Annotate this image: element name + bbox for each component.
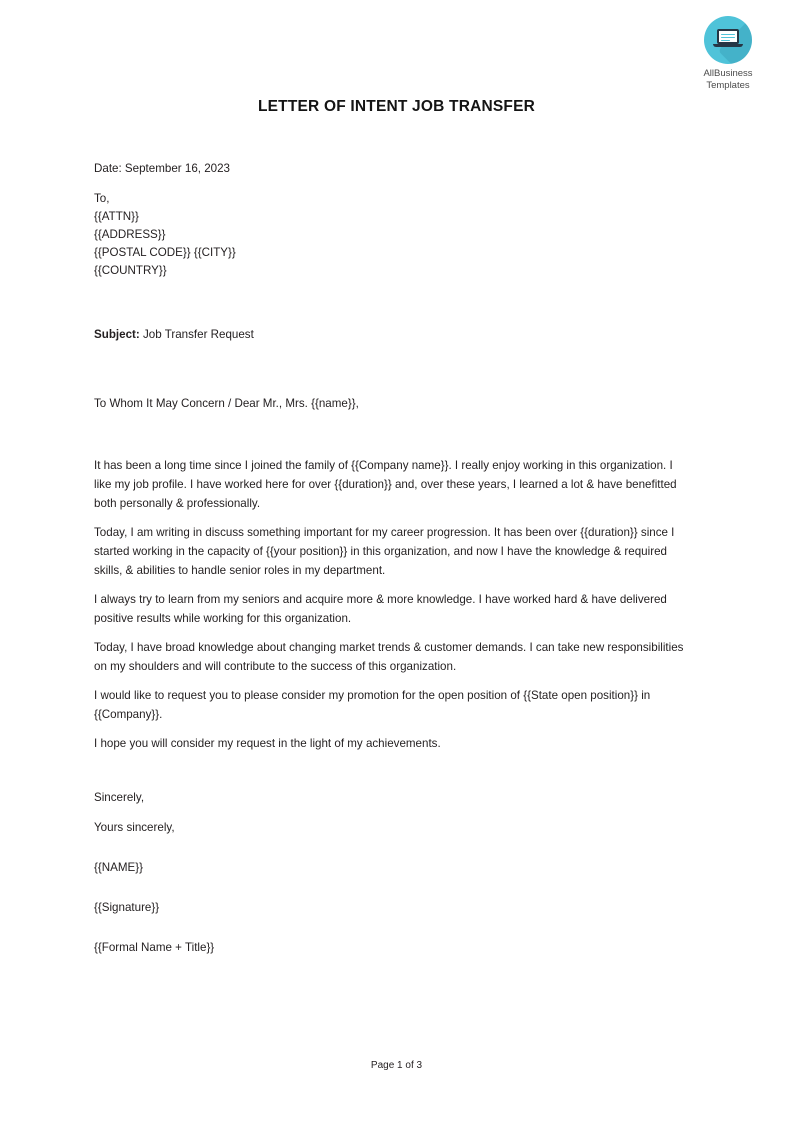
body-paragraph: I hope you will consider my request in the light of my achievements. (94, 737, 441, 750)
closing-yours-sincerely: Yours sincerely, (94, 821, 175, 834)
brand-logo (686, 16, 770, 91)
salutation: To Whom It May Concern / Dear Mr., Mrs. {{name}}, (94, 397, 359, 410)
body-paragraph: Today, I am writing in discuss something important for my career progression. It has been over {{duration}} since I started working in the capacity of {{your position}} in this organization, and now I have the knowledge & required skills, & abilities to handle senior roles in my department. (94, 526, 675, 577)
logo-caption-line-1: AllBusiness (703, 68, 753, 79)
laptop-screen (717, 29, 739, 44)
laptop-screen-line (721, 34, 735, 35)
closing-block (94, 788, 690, 957)
laptop-screen-line (721, 40, 730, 41)
document-body (94, 160, 690, 968)
letter-body (94, 456, 690, 753)
logo-caption-line-2: Templates (706, 79, 750, 91)
body-paragraph: I always try to learn from my seniors and acquire more & more knowledge. I have worked hard & have delivered positive results while working for this organization. (94, 593, 667, 625)
subject-label: Subject: (94, 328, 140, 341)
date-line: Date: September 16, 2023 (94, 162, 230, 175)
recipient-block (94, 190, 690, 280)
recipient-postal-city: {{POSTAL CODE}} {{CITY}} (94, 246, 236, 259)
closing-sincerely: Sincerely, (94, 791, 145, 804)
body-paragraph: I would like to request you to please consider my promotion for the open position of {{State open position}} in {{Company}}. (94, 689, 651, 721)
subject-line (94, 325, 690, 344)
recipient-attn: {{ATTN}} (94, 210, 139, 223)
recipient-address: {{ADDRESS}} (94, 228, 166, 241)
closing-signature: {{Signature}} (94, 901, 160, 914)
closing-formal-name-title: {{Formal Name + Title}} (94, 941, 215, 954)
laptop-icon (713, 29, 743, 51)
laptop-base (713, 44, 743, 47)
logo-circle (704, 16, 752, 64)
subject-value: Job Transfer Request (142, 328, 254, 341)
laptop-screen-line (721, 37, 735, 38)
closing-name: {{NAME}} (94, 861, 143, 874)
recipient-to-label: To, (94, 192, 110, 205)
page-title: LETTER OF INTENT JOB TRANSFER (257, 98, 536, 115)
recipient-country: {{COUNTRY}} (94, 264, 167, 277)
body-paragraph: It has been a long time since I joined the family of {{Company name}}. I really enjoy working in this organization. I like my job profile. I have worked here for over {{duration}} and, over these years, I learned a lot & have benefitted both personally & professionally. (94, 459, 677, 510)
logo-caption (686, 68, 770, 91)
page-footer: Page 1 of 3 (370, 1060, 423, 1071)
body-paragraph: Today, I have broad knowledge about changing market trends & customer demands. I can take new responsibilities on my shoulders and will contribute to the success of this organization. (94, 641, 684, 673)
